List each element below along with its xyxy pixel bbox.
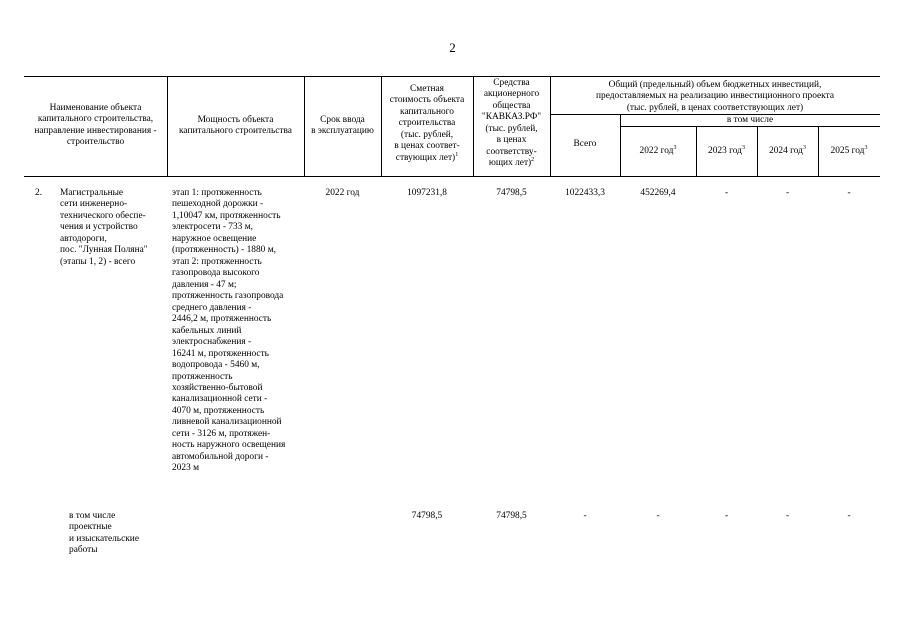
- year-2023-value: -: [724, 188, 729, 198]
- page-number: 2: [449, 40, 456, 55]
- object-name: Магистральные сети инженерно- технического обеспе- чения и устройство автодороги, пос. "Лунная Поляна" (этапы 1, 2) - всего: [60, 188, 148, 267]
- table-top-border: [24, 76, 880, 77]
- footnote-marker: 3: [864, 144, 868, 151]
- header-object-name: Наименование объекта капитального строительства, направление инвестирования - строительство: [34, 103, 157, 148]
- row-number: 2.: [35, 188, 43, 198]
- year-2022-value: 452269,4: [640, 188, 676, 198]
- header-budget-investments: Общий (предельный) объем бюджетных инвестиций, предоставляемых на реализацию инвестиционного проекта (тыс. рублей, в ценах соответствующих лет): [596, 80, 834, 113]
- header-commissioning: Срок ввода в эксплуатацию: [311, 115, 374, 137]
- year-2024-value: -: [785, 188, 790, 198]
- header-estimated-cost: [381, 84, 473, 164]
- commissioning-date: 2022 год: [325, 188, 360, 198]
- header-year-2022: [620, 146, 696, 157]
- header-bottom-border: [24, 176, 880, 177]
- header-estimated-cost-text: Сметная стоимость объекта капитального строительства (тыс. рублей, в ценах соответ- ствующих лет): [389, 84, 465, 163]
- header-capacity: Мощность объекта капитального строительства: [179, 115, 292, 137]
- total-value: -: [583, 511, 587, 521]
- company-funds-value: 74798,5: [496, 511, 527, 521]
- header-year-2024: [757, 146, 818, 157]
- footnote-marker: 3: [741, 144, 745, 151]
- year-2025-value: -: [847, 188, 851, 198]
- header-year-2025: [818, 146, 880, 157]
- estimated-cost-value: 1097231,8: [407, 188, 447, 198]
- footnote-marker: 1: [455, 151, 459, 158]
- header-company-funds: [473, 78, 550, 170]
- year-label: 2023 год: [708, 146, 742, 156]
- footnote-marker: 3: [802, 144, 806, 151]
- object-capacity: этап 1: протяженность пешеходной дорожки - 1,10047 км, протяженность электросети - 733 м, наружное освещение (протяженность) - 1880 м, этап 2: протяженность газопровода высокого давления - 47 м; протяженность газопровода среднего давления - 2446,2 м, протяженность кабельных линий электроснабжения - 16241 м, протяженность водопровода - 5460 м, протяженность хозяйственно-бытовой канализационной сети - 4070 м, протяженность ливневой канализационной сети - 3126 м, протяжен- ность наружного освещения автомобильной дороги - 2023 м: [172, 188, 286, 474]
- header-year-2023: [696, 146, 757, 157]
- year-label: 2024 год: [769, 146, 803, 156]
- year-label: 2025 год: [830, 146, 865, 156]
- year-2023-value: -: [724, 511, 729, 521]
- year-2024-value: -: [785, 511, 790, 521]
- footnote-marker: 2: [531, 157, 535, 164]
- header-including: в том числе: [726, 115, 774, 125]
- year-2025-value: -: [847, 511, 851, 521]
- year-label: 2022 год: [639, 146, 674, 156]
- object-name: в том числе проектные и изыскательские работы: [69, 511, 139, 556]
- header-company-funds-text: Средства акционерного общества "КАВКАЗ.РФ" (тыс. рублей, в ценах соответству- ющих лет): [481, 78, 542, 169]
- year-2022-value: -: [656, 511, 660, 521]
- estimated-cost-value: 74798,5: [411, 511, 443, 521]
- company-funds-value: 74798,5: [496, 188, 527, 198]
- header-total: Всего: [573, 139, 597, 149]
- total-value: 1022433,3: [565, 188, 605, 198]
- footnote-marker: 3: [673, 144, 677, 151]
